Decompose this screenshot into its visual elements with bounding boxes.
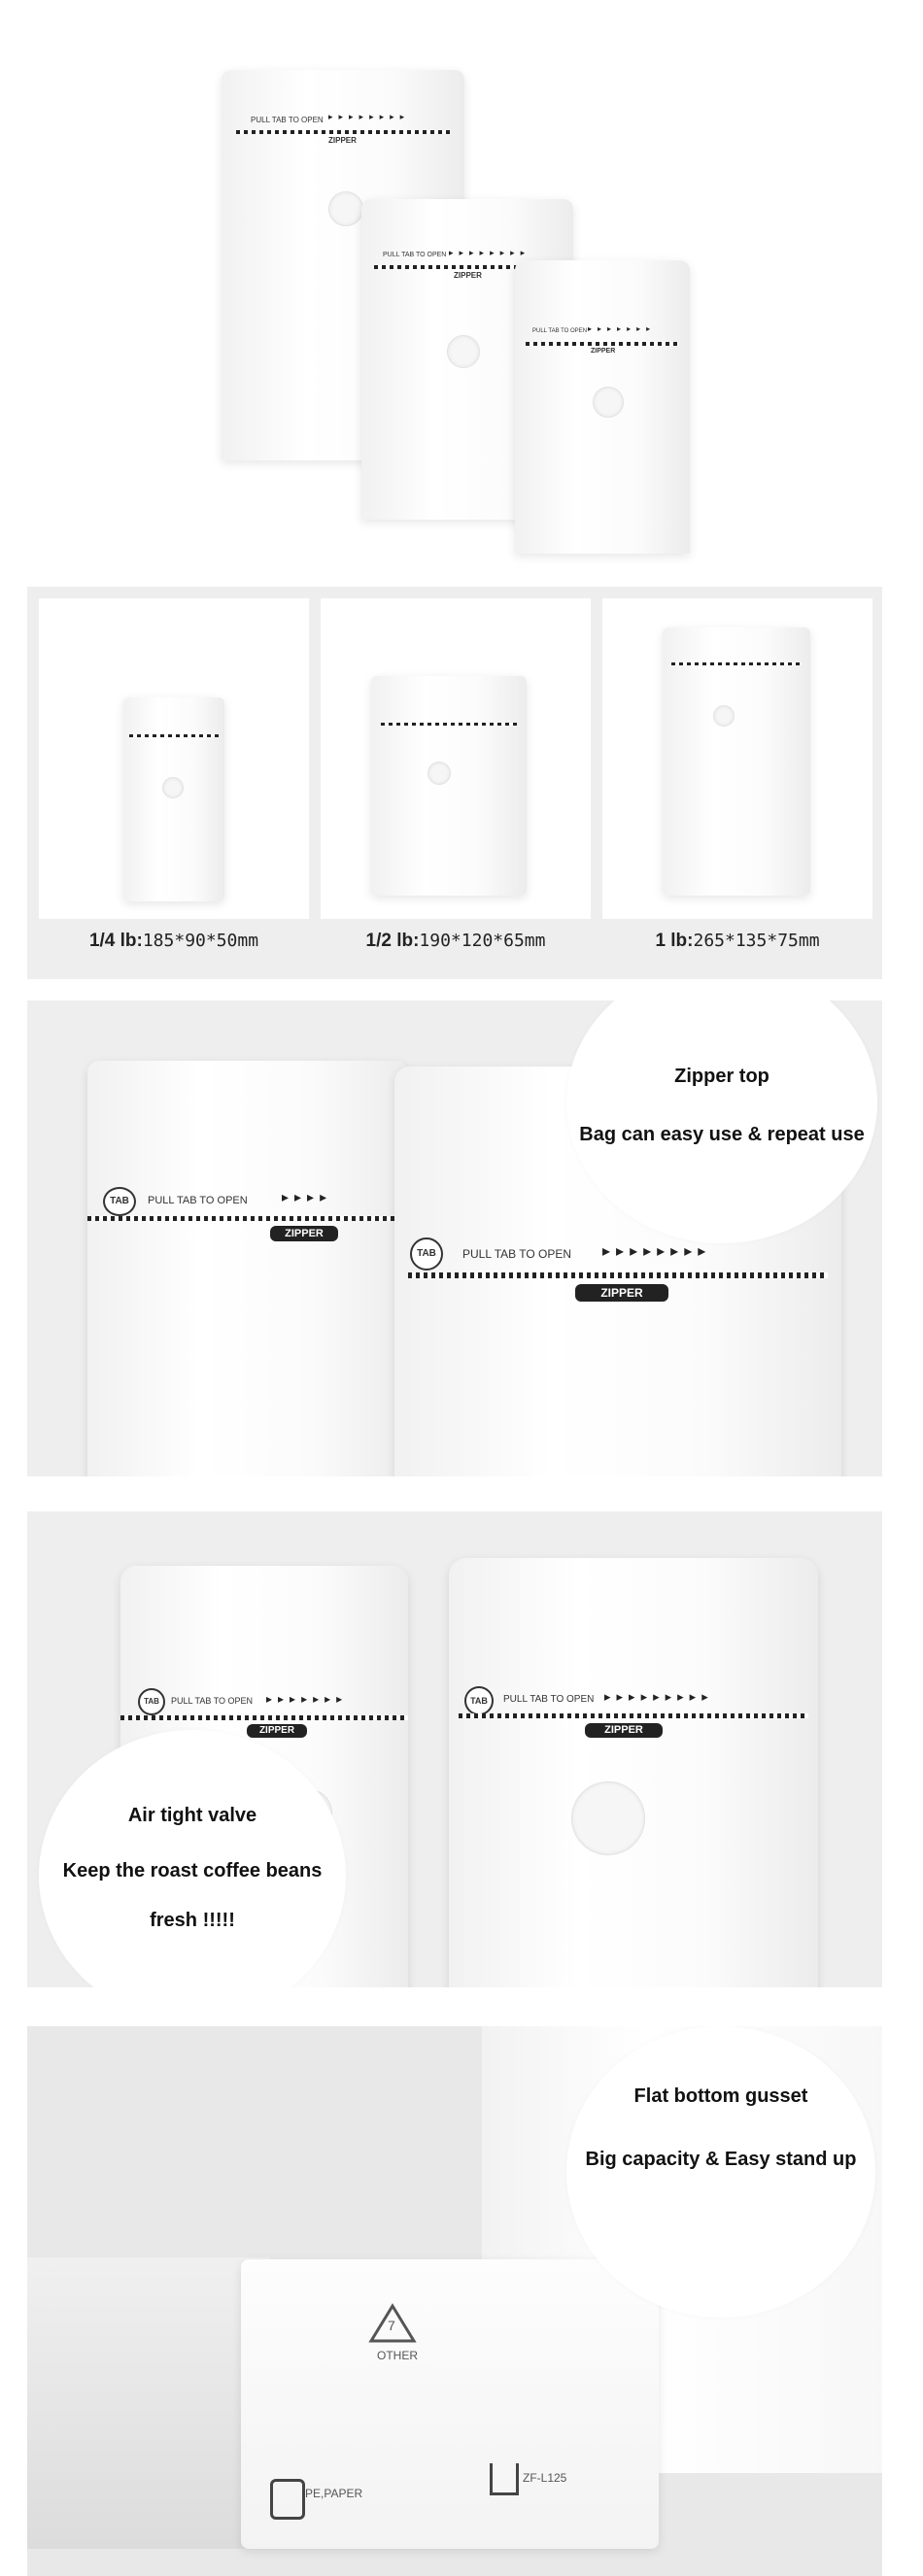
zipper-strip xyxy=(459,1713,808,1718)
thumb-bag xyxy=(123,697,224,901)
valve-section xyxy=(27,1511,882,1987)
size-dims: 185*90*50mm xyxy=(142,931,259,951)
arrow-row: ▸▸▸▸ xyxy=(282,1189,333,1204)
size-thumb-half xyxy=(321,598,591,919)
size-thumb-one xyxy=(602,598,872,919)
size-label: 1/4 lb: xyxy=(88,931,143,951)
pull-tab-text: PULL TAB TO OPEN xyxy=(251,116,324,124)
callout-title: Flat bottom gusset xyxy=(633,2085,808,2107)
callout-line2: fresh !!!!! xyxy=(150,1910,235,1931)
callout-subtitle: Big capacity & Easy stand up xyxy=(585,2149,857,2170)
sizes-section xyxy=(27,587,882,979)
degassing-valve xyxy=(571,1781,645,1855)
recycle-icon xyxy=(367,2302,426,2347)
degassing-valve xyxy=(328,191,363,226)
code-icon xyxy=(490,2463,519,2495)
degassing-valve xyxy=(162,777,184,798)
arrow-row: ▸▸▸▸▸▸▸ xyxy=(588,324,657,333)
size-label: 1 lb: xyxy=(655,931,694,951)
callout-title: Zipper top xyxy=(674,1066,769,1087)
pull-tab-text: PULL TAB TO OPEN xyxy=(503,1694,595,1705)
degassing-valve xyxy=(713,705,735,727)
zipper-label: ZIPPER xyxy=(270,1226,338,1241)
zipper-strip xyxy=(526,342,679,346)
zipper-strip xyxy=(129,734,219,737)
code-label: ZF-L125 xyxy=(523,2471,567,2485)
zipper-strip xyxy=(408,1272,828,1278)
size-caption-half xyxy=(321,931,591,952)
pull-tab-text: PULL TAB TO OPEN xyxy=(383,252,447,258)
size-label: 1/2 lb: xyxy=(365,931,420,951)
pull-tab-text: PULL TAB TO OPEN xyxy=(171,1696,254,1706)
size-thumb-quarter xyxy=(39,598,309,919)
thumb-bag xyxy=(663,627,810,896)
gusset-callout-circle xyxy=(566,2026,875,2318)
zipper-label: ZIPPER xyxy=(585,1723,663,1738)
size-dims: 265*135*75mm xyxy=(693,931,820,951)
size-caption-one xyxy=(602,931,872,952)
material-icon xyxy=(270,2479,305,2520)
gusset-bag-bottom xyxy=(241,2259,659,2549)
zipper-bag-left xyxy=(87,1061,408,1476)
arrow-row: ▸▸▸▸▸▸▸▸▸ xyxy=(604,1689,714,1704)
zipper-strip xyxy=(236,130,450,134)
gusset-bag-bottom-side xyxy=(27,2257,270,2549)
zipper-text: ZIPPER xyxy=(591,348,616,355)
recycle-number: 7 xyxy=(388,2318,395,2333)
zipper-section xyxy=(27,1000,882,1476)
arrow-row: ▸▸▸▸▸▸▸▸ xyxy=(328,112,411,121)
callout-title: Air tight valve xyxy=(127,1805,257,1826)
tab-pull-icon: TAB xyxy=(138,1688,165,1715)
tab-pull-icon: TAB xyxy=(464,1686,494,1715)
arrow-row: ▸▸▸▸▸▸▸ xyxy=(266,1692,349,1706)
degassing-valve xyxy=(447,335,480,368)
size-dims: 190*120*65mm xyxy=(419,931,546,951)
arrow-row: ▸▸▸▸▸▸▸▸ xyxy=(449,248,531,257)
zipper-text: ZIPPER xyxy=(328,136,357,145)
zipper-strip xyxy=(120,1715,408,1720)
zipper-label: ZIPPER xyxy=(575,1284,668,1302)
arrow-row: ▸▸▸▸▸▸▸▸ xyxy=(602,1243,712,1260)
zipper-strip xyxy=(671,662,802,665)
pull-tab-text: PULL TAB TO OPEN xyxy=(462,1247,572,1261)
gusset-section xyxy=(27,2026,882,2576)
pull-tab-text: PULL TAB TO OPEN xyxy=(532,328,588,334)
zipper-strip xyxy=(381,723,518,726)
callout-subtitle: Bag can easy use & repeat use xyxy=(579,1124,865,1145)
hero-section xyxy=(0,0,923,583)
zipper-text: ZIPPER xyxy=(454,271,482,280)
material-label: PE,PAPER xyxy=(305,2487,363,2500)
callout-line1: Keep the roast coffee beans xyxy=(62,1860,323,1881)
tab-pull-icon: TAB xyxy=(410,1237,443,1271)
zipper-label: ZIPPER xyxy=(247,1724,307,1738)
thumb-bag xyxy=(371,676,527,896)
valve-bag-right xyxy=(449,1558,818,1987)
hero-bag-small xyxy=(515,260,690,554)
degassing-valve xyxy=(427,762,451,785)
recycle-label: OTHER xyxy=(377,2349,418,2362)
size-caption-quarter xyxy=(39,931,309,952)
zipper-strip xyxy=(87,1216,408,1221)
pull-tab-text: PULL TAB TO OPEN xyxy=(148,1195,248,1206)
tab-pull-icon: TAB xyxy=(103,1187,136,1216)
degassing-valve xyxy=(593,387,624,418)
